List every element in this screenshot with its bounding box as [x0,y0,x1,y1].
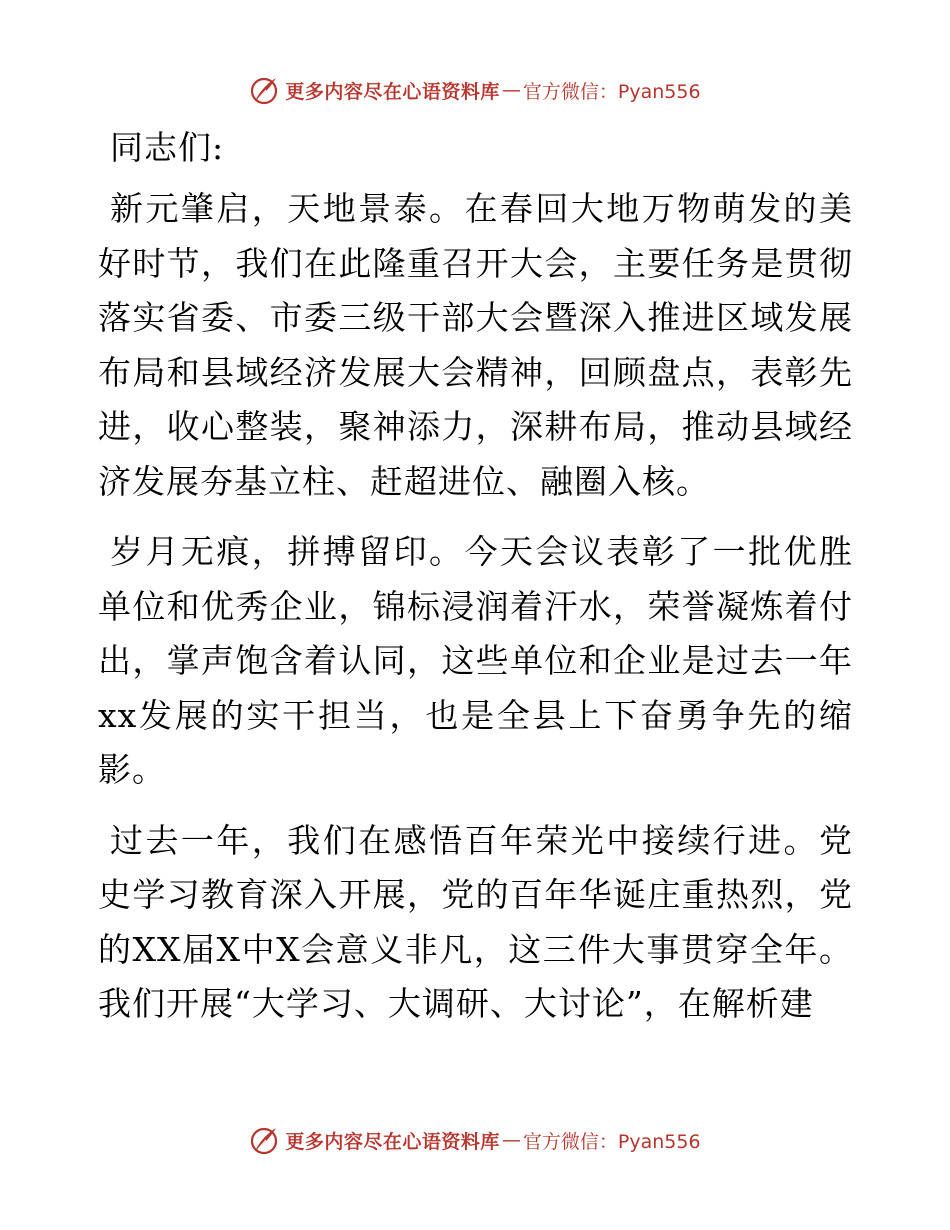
feather-pen-logo-icon [249,75,279,105]
banner-main-text: 更多内容尽在心语资料库 [285,80,500,103]
paragraph-1: 新元肇启，天地景泰。在春回大地万物萌发的美好时节，我们在此隆重召开大会，主要任务是贯彻落实省委、市委三级干部大会暨深入推进区域发展布局和县域经济发展大会精神，回顾盘点，表彰先进，收心整装，聚神添力，深耕布局，推动县域经济发展夯基立柱、赶超进位、融圈入核。 [98,189,853,501]
banner-contact-text: 官方微信：Pyan556 [522,80,701,103]
paragraph-3: 过去一年，我们在感悟百年荣光中接续行进。党史学习教育深入开展，党的百年华诞庄重热烈，党的XX届X中X会意义非凡，这三件大事贯穿全年。我们开展“大学习、大调研、大讨论”，在解析建 [98,820,853,1023]
banner-separator: — [501,1129,521,1151]
footer-watermark-banner [0,1120,950,1160]
paragraph-2: 岁月无痕，拼搏留印。今天会议表彰了一批优胜单位和优秀企业，锦标浸润着汗水，荣誉凝炼着付出，掌声饱含着认同，这些单位和企业是过去一年xx发展的实干担当，也是全县上下奋勇争先的缩影。 [98,532,853,789]
document-body [98,124,853,1048]
banner-main-text: 更多内容尽在心语资料库 [285,1130,500,1153]
banner-contact-text: 官方微信：Pyan556 [522,1130,701,1153]
salutation: 同志们: [110,128,225,167]
feather-pen-logo-icon [249,1125,279,1155]
banner-separator: — [501,79,521,101]
header-watermark-banner [0,70,950,110]
